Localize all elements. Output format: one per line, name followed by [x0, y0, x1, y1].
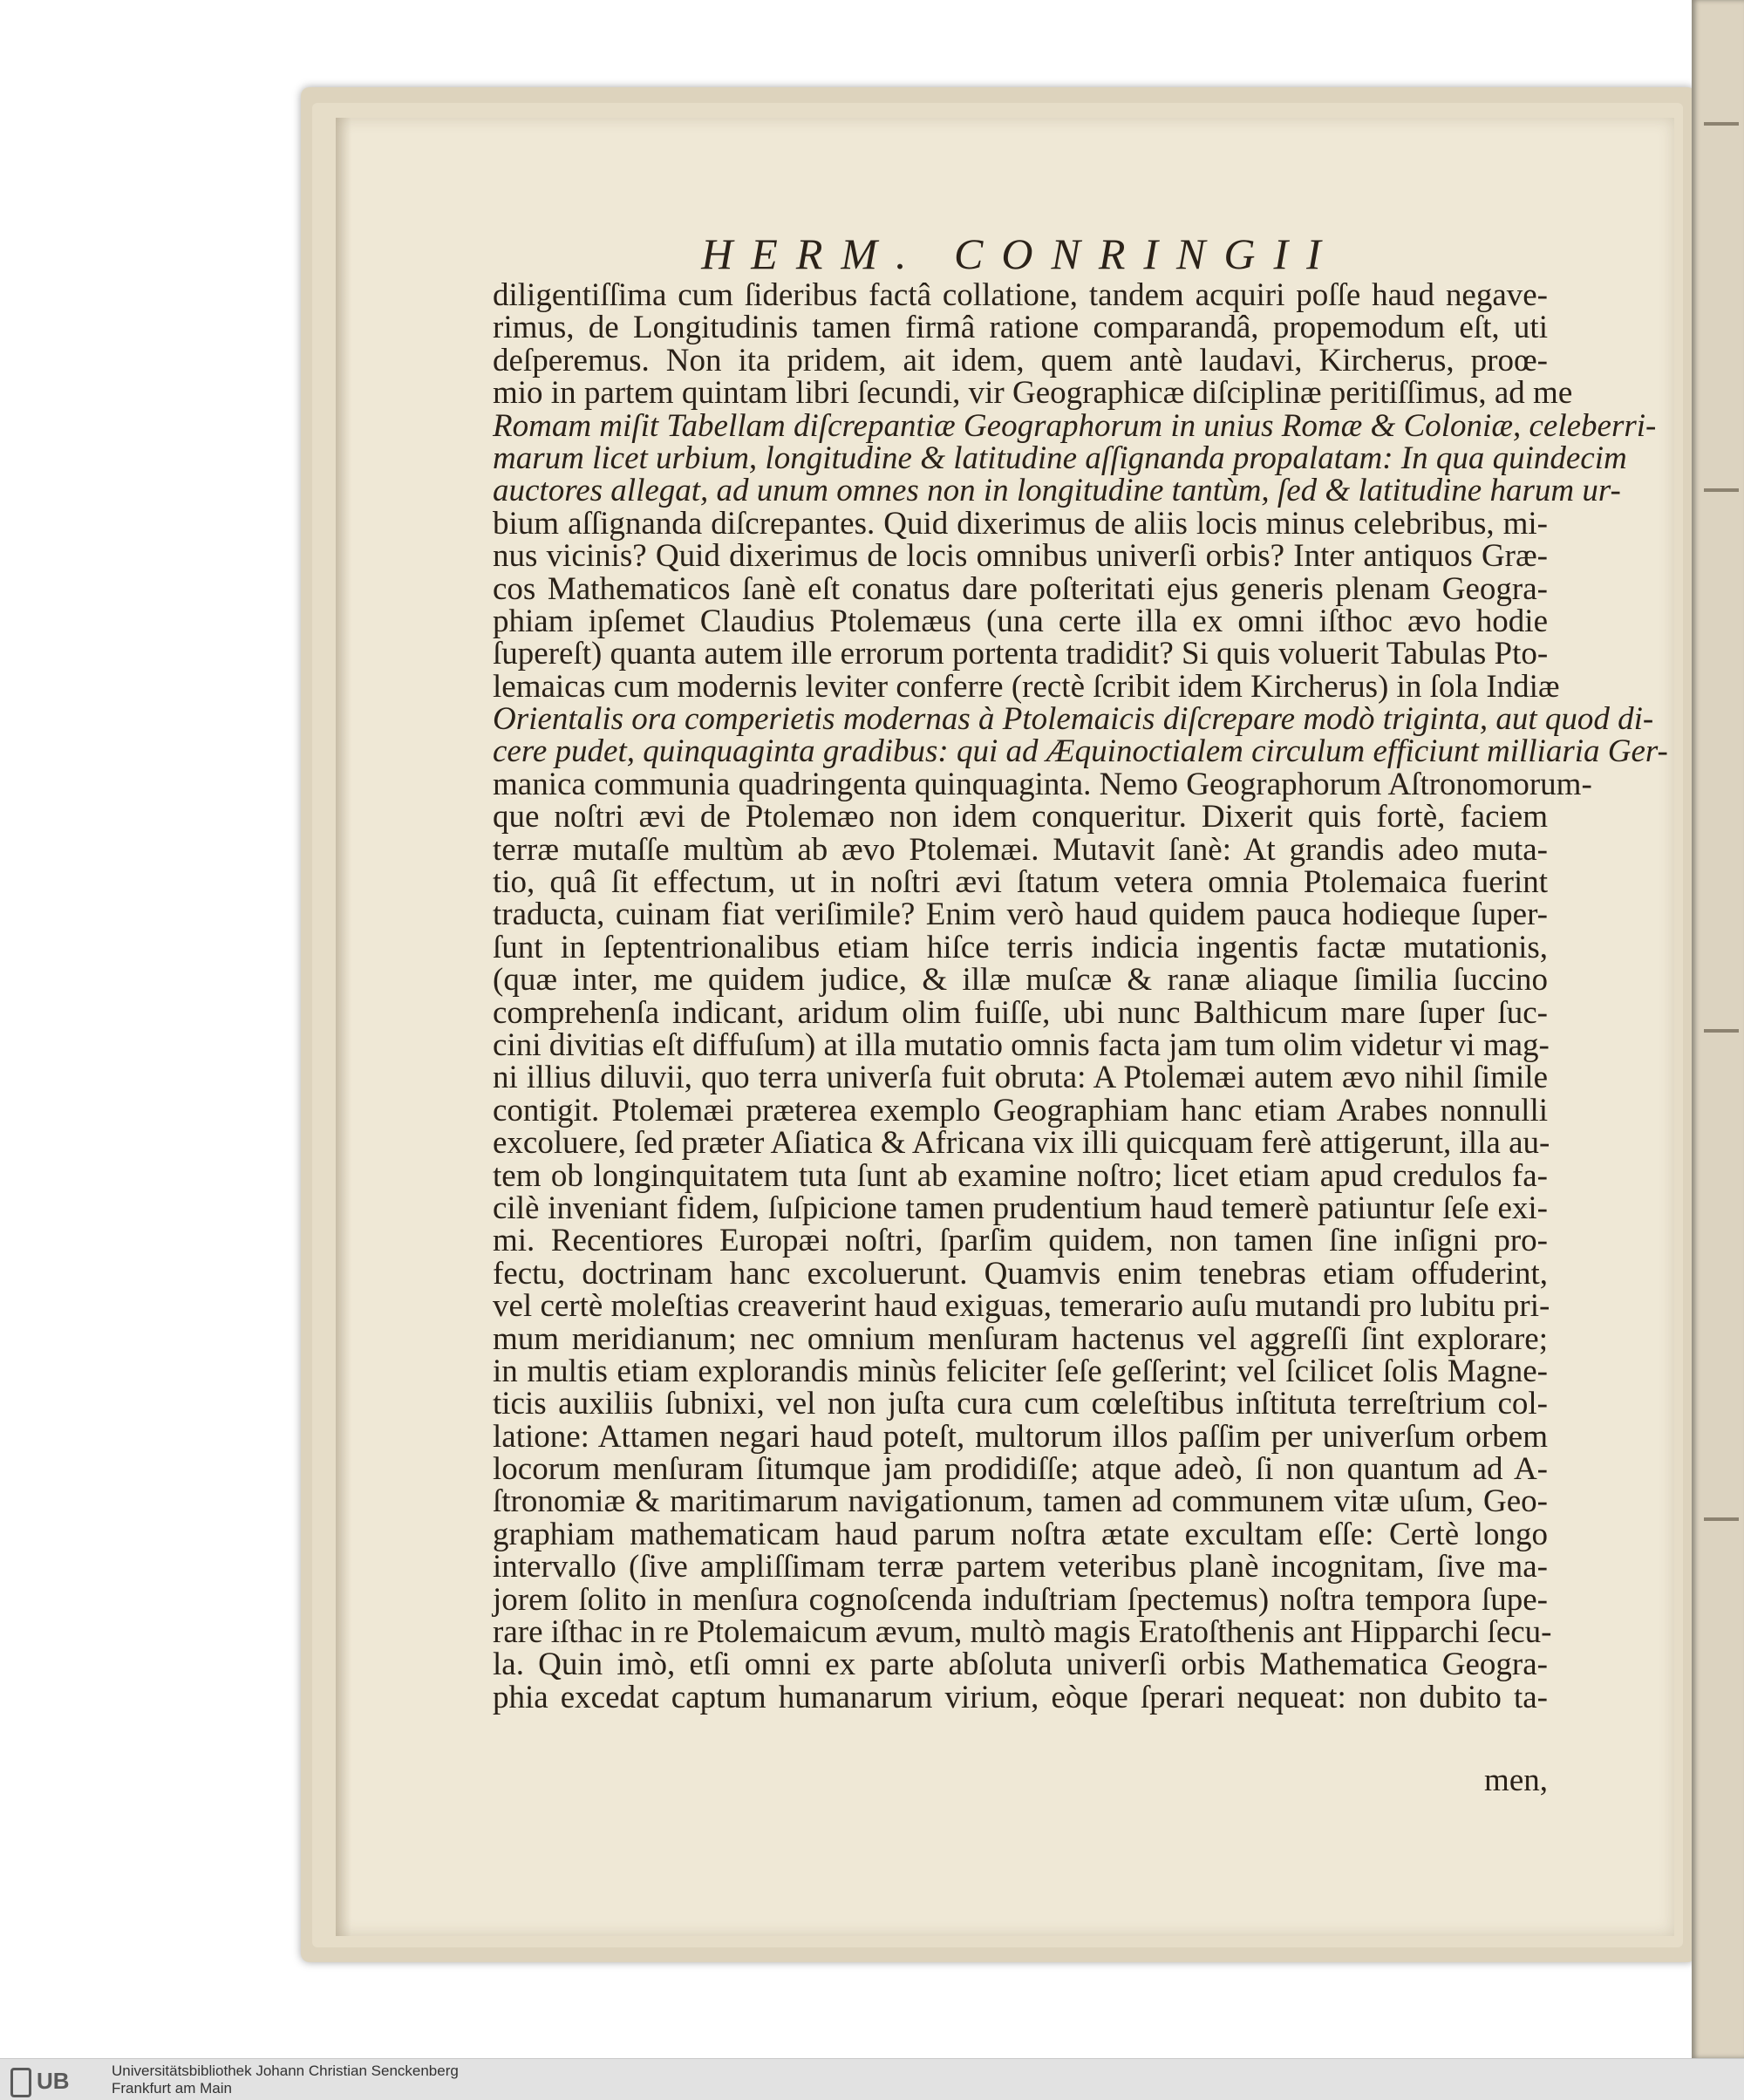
text-line: phia excedat captum humanarum virium, eòque ſperari nequeat: non dubito ta-: [493, 1679, 1548, 1715]
text-line: latione: Attamen negari haud poteſt, multorum illos paſſim per univerſum orbem: [493, 1418, 1548, 1455]
text-line: ticis auxiliis ſubnixi, vel non juſta cura cum cœleſtibus inſtituta terreſtrium col-: [493, 1386, 1548, 1422]
text-line: graphiam mathematicam haud parum noſtra ætate excultam eſſe: Certè longo: [493, 1516, 1548, 1552]
text-line: la. Quin imò, etſi omni ex parte abſoluta univerſi orbis Mathematica Geogra-: [493, 1647, 1548, 1683]
text-line: (quæ inter, me quidem judice, & illæ muſcæ & ranæ aliaque ſimilia ſuccino: [493, 962, 1548, 999]
text-line: bium aſſignanda diſcrepantes. Quid dixerimus de aliis locis minus celebribus, mi-: [493, 505, 1548, 542]
text-line: tem ob longinquitatem tuta ſunt ab examine noſtro; licet etiam apud credulos fa-: [493, 1157, 1548, 1194]
library-logo-icon: [10, 2068, 31, 2097]
text-line: jorem ſolito in menſura cognoſcenda induſtriam ſpectemus) noſtra tempora ſupe-: [493, 1581, 1548, 1618]
library-logo: [10, 2066, 98, 2096]
adjacent-text-fragment: [1704, 488, 1739, 492]
text-line: phiam ipſemet Claudius Ptolemæus (una certe illa ex omni iſthoc ævo hodie: [493, 603, 1548, 639]
page-body-text: [493, 277, 1668, 1715]
adjacent-text-fragment: [1704, 1517, 1739, 1521]
library-logo-text: UB: [37, 2068, 70, 2094]
adjacent-text-fragment: [1704, 1029, 1739, 1033]
text-line: rare iſthac in re Ptolemaicum ævum, multò magis Eratoſthenis ant Hipparchi ſecu-: [493, 1614, 1552, 1651]
text-line: locorum menſuram ſitumque jam prodidiſſe; atque adeò, ſi non quantum ad A-: [493, 1451, 1548, 1488]
text-line: ſtronomiæ & maritimarum navigationum, tamen ad communem vitæ uſum, Geo-: [493, 1483, 1548, 1520]
text-line: marum licet urbium, longitudine & latitudine aſſignanda propalatam: In qua quindecim: [493, 440, 1627, 476]
text-line: ſunt in ſeptentrionalibus etiam hiſce terris indicia ingentis factæ mutationis,: [493, 929, 1548, 965]
text-line: deſperemus. Non ita pridem, ait idem, quem antè laudavi, Kircherus, proœ-: [493, 342, 1548, 378]
catchword: men,: [1484, 1762, 1548, 1798]
text-line: Orientalis ora comperietis modernas à Ptolemaicis diſcrepare modò triginta, aut quod di-: [493, 701, 1654, 738]
text-line: cos Mathematicos ſanè eſt conatus dare poſteritati ejus generis plenam Geogra-: [493, 570, 1548, 607]
text-line: que noſtri ævi de Ptolemæo non idem conqueritur. Dixerit quis fortè, faciem: [493, 799, 1548, 835]
running-header: [0, 228, 1744, 279]
text-line: in multis etiam explorandis minùs feliciter ſeſe geſſerint; vel ſcilicet ſolis Magne-: [493, 1353, 1548, 1389]
text-line: lemaicas cum modernis leviter conferre (rectè ſcribit idem Kircherus) in ſola Indiæ: [493, 668, 1560, 705]
running-header-text: HERM. CONRINGII: [701, 229, 1339, 278]
library-name: [112, 2062, 459, 2097]
text-line: nus vicinis? Quid dixerimus de locis omnibus univerſi orbis? Inter antiquos Græ-: [493, 538, 1548, 575]
text-line: manica communia quadringenta quinquaginta. Nemo Geographorum Aſtronomorum-: [493, 766, 1592, 802]
text-line: mum meridianum; nec omnium menſuram hactenus vel aggreſſi ſint explorare;: [493, 1320, 1548, 1357]
adjacent-text-fragment: [1704, 122, 1739, 126]
library-footer: [0, 2058, 1744, 2100]
page-gutter-shadow: [336, 118, 351, 1936]
text-line: mio in partem quintam libri ſecundi, vir Geographicæ diſciplinæ peritiſſimus, ad me: [493, 375, 1573, 412]
text-line: fectu, doctrinam hanc excoluerunt. Quamvis enim tenebras etiam offuderint,: [493, 1255, 1548, 1292]
text-line: cini divitias eſt diffuſum) at illa mutatio omnis facta jam tum olim videtur vi mag-: [493, 1026, 1550, 1063]
text-line: cilè inveniant fidem, ſuſpicione tamen prudentium haud temerè patiuntur ſeſe exi-: [493, 1190, 1548, 1226]
text-line: Romam miſit Tabellam diſcrepantiæ Geographorum in unius Romæ & Coloniæ, celeberri-: [493, 407, 1657, 444]
text-line: cere pudet, quinquaginta gradibus: qui ad Æquinoctialem circulum efficiunt milliaria Ger-: [493, 733, 1668, 770]
text-line: traducta, cuinam fiat veriſimile? Enim verò haud quidem pauca hodieque ſuper-: [493, 897, 1548, 933]
text-line: intervallo (ſive ampliſſimam terræ partem veteribus planè incognitam, ſive ma-: [493, 1549, 1548, 1585]
adjacent-page-strip: [1692, 0, 1744, 2058]
text-line: comprehenſa indicant, aridum olim fuiſſe, ubi nunc Balthicum mare ſuper ſuc-: [493, 994, 1548, 1031]
library-name-line2: Frankfurt am Main: [112, 2080, 232, 2097]
text-line: mi. Recentiores Europæi noſtri, ſparſim quidem, non tamen ſine inſigni pro-: [493, 1223, 1548, 1259]
text-line: ni illius diluvii, quo terra univerſa fuit obruta: A Ptolemæi autem ævo nihil ſimile: [493, 1060, 1548, 1096]
text-line: ſupereſt) quanta autem ille errorum portenta tradidit? Si quis voluerit Tabulas Pto-: [493, 636, 1549, 672]
text-line: vel certè moleſtias creaverint haud exiguas, temerario auſu mutandi pro lubitu pri-: [493, 1288, 1550, 1325]
library-name-line1: Universitätsbibliothek Johann Christian Senckenberg: [112, 2062, 459, 2079]
text-line: contigit. Ptolemæi præterea exemplo Geographiam hanc etiam Arabes nonnulli: [493, 1092, 1548, 1128]
text-line: auctores allegat, ad unum omnes non in longitudine tantùm, ſed & latitudine harum ur-: [493, 473, 1621, 509]
text-line: diligentiſſima cum ſideribus factâ collatione, tandem acquiri poſſe haud negave-: [493, 277, 1548, 313]
text-line: terræ mutaſſe multùm ab ævo Ptolemæi. Mutavit ſanè: At grandis adeo muta-: [493, 831, 1548, 868]
text-line: rimus, de Longitudinis tamen firmâ ratione comparandâ, propemodum eſt, uti: [493, 310, 1548, 346]
text-line: tio, quâ ſit effectum, ut in noſtri ævi ſtatum vetera omnia Ptolemaica fuerint: [493, 864, 1548, 901]
text-line: excoluere, ſed præter Aſiatica & Africana vix illi quicquam ferè attigerunt, illa au-: [493, 1125, 1550, 1162]
